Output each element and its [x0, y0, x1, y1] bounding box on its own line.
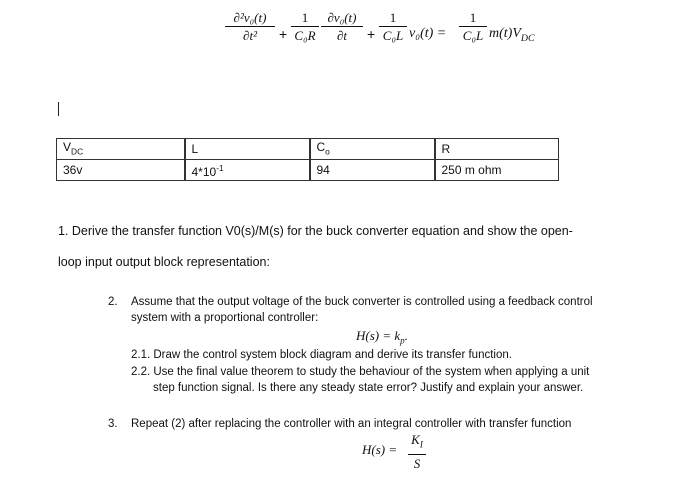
rhs-one-over-c0l-fraction [459, 10, 487, 43]
fraction-numerator: 1 [389, 10, 397, 25]
question-2-2-line-1: 2.2. Use the final value theorem to study the behaviour of the system when applying a unit [131, 366, 590, 378]
integral-controller-fraction [408, 432, 426, 471]
plus-sign: + [279, 26, 288, 42]
header-vdc-text: V [63, 140, 72, 154]
question-2-1: 2.1. Draw the control system block diagram and derive its transfer function. [131, 349, 512, 361]
question-1-line-2: loop input output block representation: [58, 255, 270, 269]
header-c0-sub: o [325, 146, 330, 157]
ki-text: K [411, 432, 420, 447]
question-3-number: 3. [108, 418, 118, 430]
kp-subscript: p [400, 335, 405, 346]
duty-cycle-term [489, 26, 535, 44]
one-over-c0r-fraction [291, 10, 319, 43]
table-row [57, 160, 559, 181]
fraction-numerator: 1 [301, 10, 309, 25]
duty-cycle-text: m(t)V [489, 26, 521, 41]
question-2-number: 2. [108, 296, 118, 308]
header-vdc-sub: DC [71, 146, 84, 157]
question-1-line-1: 1. Derive the transfer function V0(s)/M(s) for the buck converter equation and show the open- [58, 224, 573, 238]
vdc-subscript: DC [520, 32, 535, 44]
header-c0-text: C [316, 140, 326, 154]
fraction-denominator: ∂t [336, 28, 348, 43]
second-derivative-fraction [225, 10, 275, 43]
fraction-numerator [408, 432, 426, 453]
value-c0: 94 [310, 160, 435, 181]
fraction-denominator: C₀R [294, 28, 316, 43]
header-c0 [310, 139, 435, 160]
header-l: L [185, 139, 310, 160]
proportional-controller-equation [356, 328, 408, 346]
question-3-line-1: Repeat (2) after replacing the controller with an integral controller with transfer function [131, 418, 572, 430]
fraction-numerator: ∂v₀(t) [327, 10, 357, 25]
v0-equals: v₀(t) = [409, 26, 447, 41]
fraction-numerator: 1 [469, 10, 477, 25]
question-2-line-2: system with a proportional controller: [131, 312, 319, 324]
question-2-2-line-2: step function signal. Is there any steady state error? Justify and explain your answer. [153, 382, 584, 394]
header-r: R [435, 139, 559, 160]
value-l-text: 4*10 [191, 165, 217, 180]
parameters-table [56, 138, 559, 181]
h-equals-kp: H(s) = k [356, 328, 401, 343]
fraction-numerator: ∂²v₀(t) [233, 10, 267, 25]
plus-sign: + [367, 26, 376, 42]
question-2-line-1: Assume that the output voltage of the buck converter is controlled using a feedback control [131, 296, 593, 308]
one-over-c0l-fraction [379, 10, 407, 43]
value-r: 250 m ohm [435, 160, 559, 181]
header-vdc [57, 139, 185, 160]
integral-controller-equation-left: H(s) = [362, 442, 398, 457]
text-cursor [58, 102, 59, 116]
ki-subscript: I [419, 439, 423, 450]
value-l-exponent: -1 [216, 163, 224, 174]
fraction-denominator: ∂t² [243, 28, 257, 43]
value-vdc: 36v [57, 160, 185, 181]
fraction-denominator: C₀L [382, 28, 404, 43]
equation-period: . [404, 328, 408, 343]
value-l [185, 160, 310, 181]
fraction-denominator: C₀L [462, 28, 484, 43]
table-header-row [57, 139, 559, 160]
first-derivative-fraction [321, 10, 363, 43]
fraction-denominator: S [413, 455, 421, 471]
